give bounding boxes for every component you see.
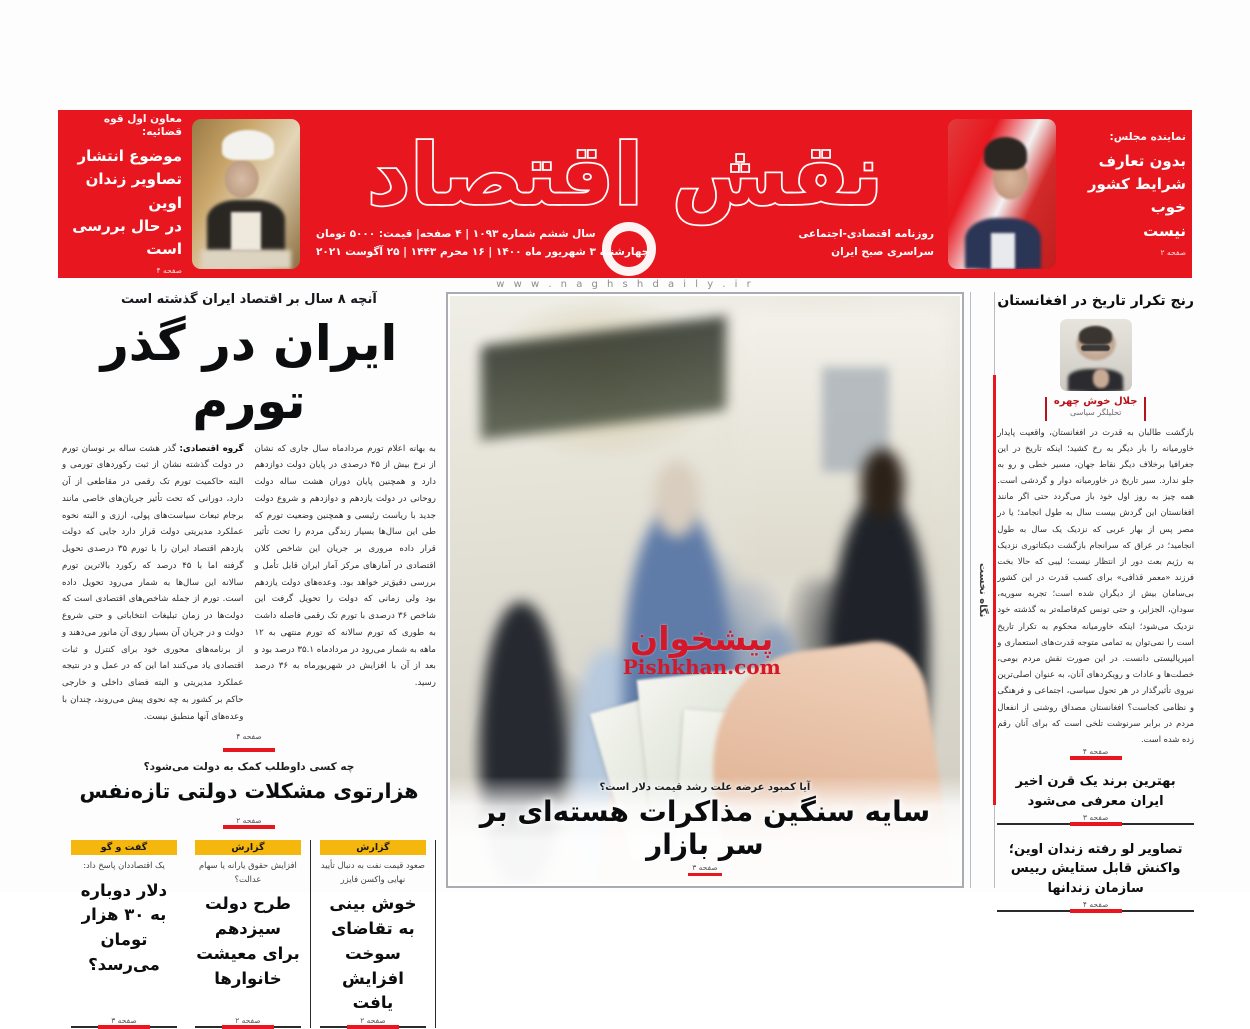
- mp-portrait-photo: [948, 119, 1056, 269]
- opinion-column: [997, 292, 1200, 910]
- brief-boxes: [62, 840, 436, 1028]
- brief-box-kicker-2: صعود قیمت نفت به دنبال تأیید نهایی واکسن فایزر: [320, 860, 425, 884]
- brief-box-rule-2: [320, 1026, 426, 1028]
- promo-right-line-2: شرایط کشور: [1087, 175, 1186, 194]
- left-brief-page-ref-0: صفحه ۳: [1082, 813, 1109, 823]
- second-story-kicker: چه کسی داوطلب کمک به دولت می‌شود؟: [143, 761, 355, 774]
- section-tab-label: نگاه نخست: [977, 562, 989, 618]
- brief-box-footer-2: [320, 1016, 426, 1028]
- lead-body-text: گذر هشت ساله بر نوسان تورم در دولت گذشته نشان از ثبت رکوردهای تورمی و البته حاکمیت تورم تک رقمی در مقاطعی از آن دارد، دورانی که تحت تأثیر جریان‌های خاصی مانند برجام تبعات سیاست‌های پولی، ارزی و البته نحوه عملکرد مدیریتی دولت قرار دارد جایی که دولت یازدهم اقتصاد ایران را با تورم ۳۵ درصدی تحویل گرفته اما با ۴۵ درصد که رکورد بالاترین تورم سالانه این سال‌ها به شمار می‌رود تحویل داده است. تورم از جمله شاخص‌های اقتصادی است که دولت‌ها در زمان تبلیغات انتخاباتی و حتی شروع دولت و در جریان آن بسیار روی آن مانور می‌دهند و از برنامه‌های محوری خود برای کنترل و ثبات اقتصادی یاد می‌کنند اما این که در عمل و در نتیجه عملکرد مدیریتی و البته فضای داخلی و خارجی حاکم بر کشور به چه نحوی پیش می‌روند، چندان با وعده‌های آنها منطبق نیست.: [62, 443, 244, 722]
- masthead: [58, 110, 1192, 278]
- logo-block: [306, 110, 944, 278]
- opinion-headline[interactable]: رنج تکرار تاریخ در افغانستان: [997, 293, 1194, 309]
- watermark-english-text: Pishkhan.com: [622, 655, 781, 680]
- issue-line: سال ششم شماره ۱۰۹۳ | ۴ صفحه| قیمت: ۵۰۰۰ تومان: [316, 227, 596, 240]
- left-brief-headline-0[interactable]: بهترین برند یک قرن اخیر ایران معرفی می‌شود: [1015, 774, 1176, 809]
- lead-headline[interactable]: ایران در گذر تورم: [100, 315, 398, 430]
- brief-box-headline-2[interactable]: خوش بینی به تقاضای سوخت افزایش یافت: [329, 894, 417, 1013]
- promo-right[interactable]: [944, 110, 1192, 278]
- brief-box-tag-2: گزارش: [320, 840, 426, 855]
- brief-box-footer-0: [71, 1016, 177, 1028]
- promo-right-line-3: خوب: [1150, 198, 1186, 217]
- author-role: تحلیلگر سیاسی: [1069, 407, 1122, 417]
- promo-left-line-1: موضوع انتشار: [77, 147, 182, 166]
- brief-box-headline-0[interactable]: دلار دوباره به ۳۰ هزار تومان می‌رسد؟: [80, 880, 168, 974]
- lead-story-column: [52, 292, 442, 1026]
- brief-box-page-ref-2: صفحه ۲: [360, 1016, 386, 1026]
- second-story[interactable]: [62, 761, 436, 806]
- brief-box-kicker-0: یک اقتصاددان پاسخ داد:: [83, 860, 165, 871]
- promo-left-line-3: در حال بررسی: [72, 216, 182, 235]
- lead-page-ref: صفحه ۴: [236, 732, 262, 742]
- promo-left-page-ref: صفحه ۴: [156, 266, 182, 276]
- photo-person-3-head: [654, 461, 700, 537]
- left-brief-headline-1[interactable]: تصاویر لو رفته زندان اوین؛ واکنش قابل ستایش رییس سازمان زندانها: [1008, 841, 1183, 896]
- lead-byline: گروه اقتصادی:: [179, 443, 244, 454]
- promo-right-kicker: نماینده مجلس:: [1109, 131, 1186, 144]
- left-brief-page-ref-1: صفحه ۴: [1082, 900, 1109, 910]
- opinion-page-ref: صفحه ۴: [1082, 747, 1109, 757]
- divider-rule-left-2: [997, 823, 1194, 825]
- portrait-hand: [1093, 369, 1109, 388]
- second-story-headline[interactable]: هزارتوی مشکلات دولتی تازه‌نفس: [79, 779, 419, 804]
- photo-caption-page-ref: [460, 863, 950, 876]
- promo-right-text: [1063, 131, 1186, 257]
- promo-left-text: [62, 113, 185, 276]
- tagline-line-1: روزنامه اقتصادی-اجتماعی: [798, 227, 934, 240]
- masthead-issue-info: [316, 225, 649, 262]
- photo-caption-kicker: آیا کمبود عرضه علت رشد قیمت دلار است؟: [599, 781, 811, 793]
- brief-box-page-ref-1: صفحه ۲: [235, 1016, 261, 1026]
- brief-box-tag-0: گفت و گو: [71, 840, 177, 855]
- author-name: جلال خوش چهره: [1045, 396, 1147, 407]
- photo-person-4-head: [861, 449, 904, 520]
- promo-left[interactable]: [58, 110, 306, 278]
- brief-box-footer-1: [195, 1016, 301, 1028]
- promo-right-line-1: بدون تعارف: [1098, 151, 1186, 170]
- photo-caption: [450, 776, 960, 884]
- content-grid: [52, 292, 1200, 1026]
- photo-caption-headline[interactable]: سایه سنگین مذاکرات هسته‌ای بر سر بازار: [479, 794, 931, 861]
- lead-kicker: آنچه ۸ سال بر اقتصاد ایران گذشته است: [121, 292, 377, 307]
- photo-shop-awning: [481, 316, 726, 440]
- section-tab-first-look[interactable]: [970, 292, 995, 888]
- promo-left-line-4: است: [146, 240, 182, 259]
- photo-caption-page-ref-text: صفحه ۳: [692, 863, 718, 872]
- date-line: چهارشنبه ۳ شهریور ماه ۱۴۰۰ | ۱۶ محرم ۱۴۴۳ | ۲۵ آگوست ۲۰۲۱: [316, 246, 650, 259]
- lead-body-column-right: [62, 441, 243, 726]
- promo-right-line-4: نیست: [1143, 221, 1186, 240]
- columnist-portrait-photo: [1060, 319, 1132, 391]
- brief-box-rule-1: [195, 1026, 301, 1028]
- second-story-page-ref: صفحه ۲: [236, 816, 262, 826]
- logo-ring-decoration: [602, 222, 656, 276]
- watermark-persian-text: پیشخوان: [630, 619, 774, 659]
- brief-box-tag-1: گزارش: [195, 840, 301, 855]
- author-block: [997, 319, 1194, 417]
- photo-story-column: [442, 292, 968, 888]
- newspaper-logo: نقش اقتصاد: [367, 125, 883, 224]
- left-brief-1[interactable]: [997, 833, 1194, 912]
- brief-box-page-ref-0: صفحه ۳: [111, 1016, 137, 1026]
- promo-right-page-ref: صفحه ۲: [1160, 247, 1186, 257]
- photo-frame: [446, 292, 964, 888]
- promo-left-kicker: معاون اول قوه قضائیه:: [103, 112, 182, 139]
- masthead-tagline: [798, 225, 934, 262]
- opinion-body-text: بازگشت طالبان به قدرت در افغانستان، واقعیت پایدار خاورمیانه را بار دیگر به رخ کشید؛ اینکه تاریخ در این جغرافیا برخلاف دیگر نقاط جهان، مسیر خطی و رو به جلو ندارد. سیر تاریخ در خاورمیانه دوار و گردشی است. همه چیز به روز اول خود باز می‌گردد حتی اگر مانند افغانستان این گردش بیست سال به طول انجامد؛ یا در مصر پس از بهار عربی که نزدیک یک سال به طول انجامید؛ در عراق که سرانجام بازگشت دیکتاتوری نزدیک به رژیم بعث دور از انتظار نیست؛ لیبی که حالا بخت فرزند «معمر قذافی» برای کسب قدرت در این کشور بی‌سامان بیش از دیگران شده است؛ تجربه سوریه، سودان، الجزایر، و حتی تونس کم‌فاصله‌تر به گذشته خود نزدیک می‌شود؛ اینکه خاورمیانه محکوم به تکرار تاریخ است را نمی‌توان به تمامی متوجه قدرت‌های استعماری و امپریالیستی دانست. در این صورت نقش مردم بومی، خصلت‌ها و عادات و رویکردهای آنان، به عنوان اصلی‌ترین نیروی تأثیرگذار در هر تحول سیاسی، اجتماعی و فرهنگی و نظامی کجاست؟ افغانستان مصداق روشنی از انفعال مردم در برابر سرنوشت تلخی است که برای آنان رقم زده شده است.: [997, 426, 1194, 744]
- brief-box-rule-0: [71, 1026, 177, 1028]
- judiciary-official-portrait-photo: [192, 119, 300, 269]
- brief-box-kicker-1: افزایش حقوق یارانه یا سهام عدالت؟: [199, 860, 297, 884]
- brief-box-interview[interactable]: [62, 840, 186, 1028]
- tagline-line-2: سراسری صبح ایران: [831, 246, 934, 259]
- promo-left-line-2: تصاویر زندان اوین: [85, 170, 182, 212]
- brief-box-report-oil[interactable]: [311, 840, 436, 1028]
- portrait-hair: [1079, 326, 1112, 345]
- portrait-glasses: [1081, 345, 1110, 351]
- lead-body-column-left: به بهانه اعلام تورم مردادماه سال جاری که نشان از نرخ بیش از ۴۵ درصدی در پایان دولت دوازدهم دارد و همچنین پایان دوران هشت ساله دولت روحانی در دولت یازدهم و دوازدهم و شروع دولت جدید با ریاست رئیسی و همچنین وضعیت تورم که طی این سال‌ها بسیار زندگی مردم را تحت تأثیر قرار داده مروری بر جریان این شاخص کلان اقتصادی در آمارهای مرکز آمار ایران قابل تأمل و بررسی دقیق‌تر خواهد بود. وعده‌های دولت یازدهم بود ولی زمانی که دولت را تحویل گرفت این شاخص ۳۶ درصدی با تورم تک رقمی فاصله داشت به طوری که تورم سالانه که تورم منتهی به ۱۲ ماهه به شمار می‌رود در مردادماه ۳۵.۱ درصد بود و بعد از آن با افزایش در شهریورماه به ۳۶ درصد رسید.: [254, 443, 436, 689]
- brief-box-report-subsidy[interactable]: [186, 840, 311, 1028]
- street-market-dollar-banknotes-photo: [450, 296, 960, 884]
- divider-rule-left-3: [997, 910, 1194, 912]
- brief-box-headline-1[interactable]: طرح دولت سیزدهم برای معیشت خانوارها: [196, 894, 300, 988]
- photo-caption-rule: [688, 873, 722, 876]
- lead-body: [62, 441, 436, 726]
- website-url[interactable]: w w w . n a g h s h d a i l y . i r: [496, 279, 754, 290]
- left-brief-0[interactable]: [997, 765, 1194, 825]
